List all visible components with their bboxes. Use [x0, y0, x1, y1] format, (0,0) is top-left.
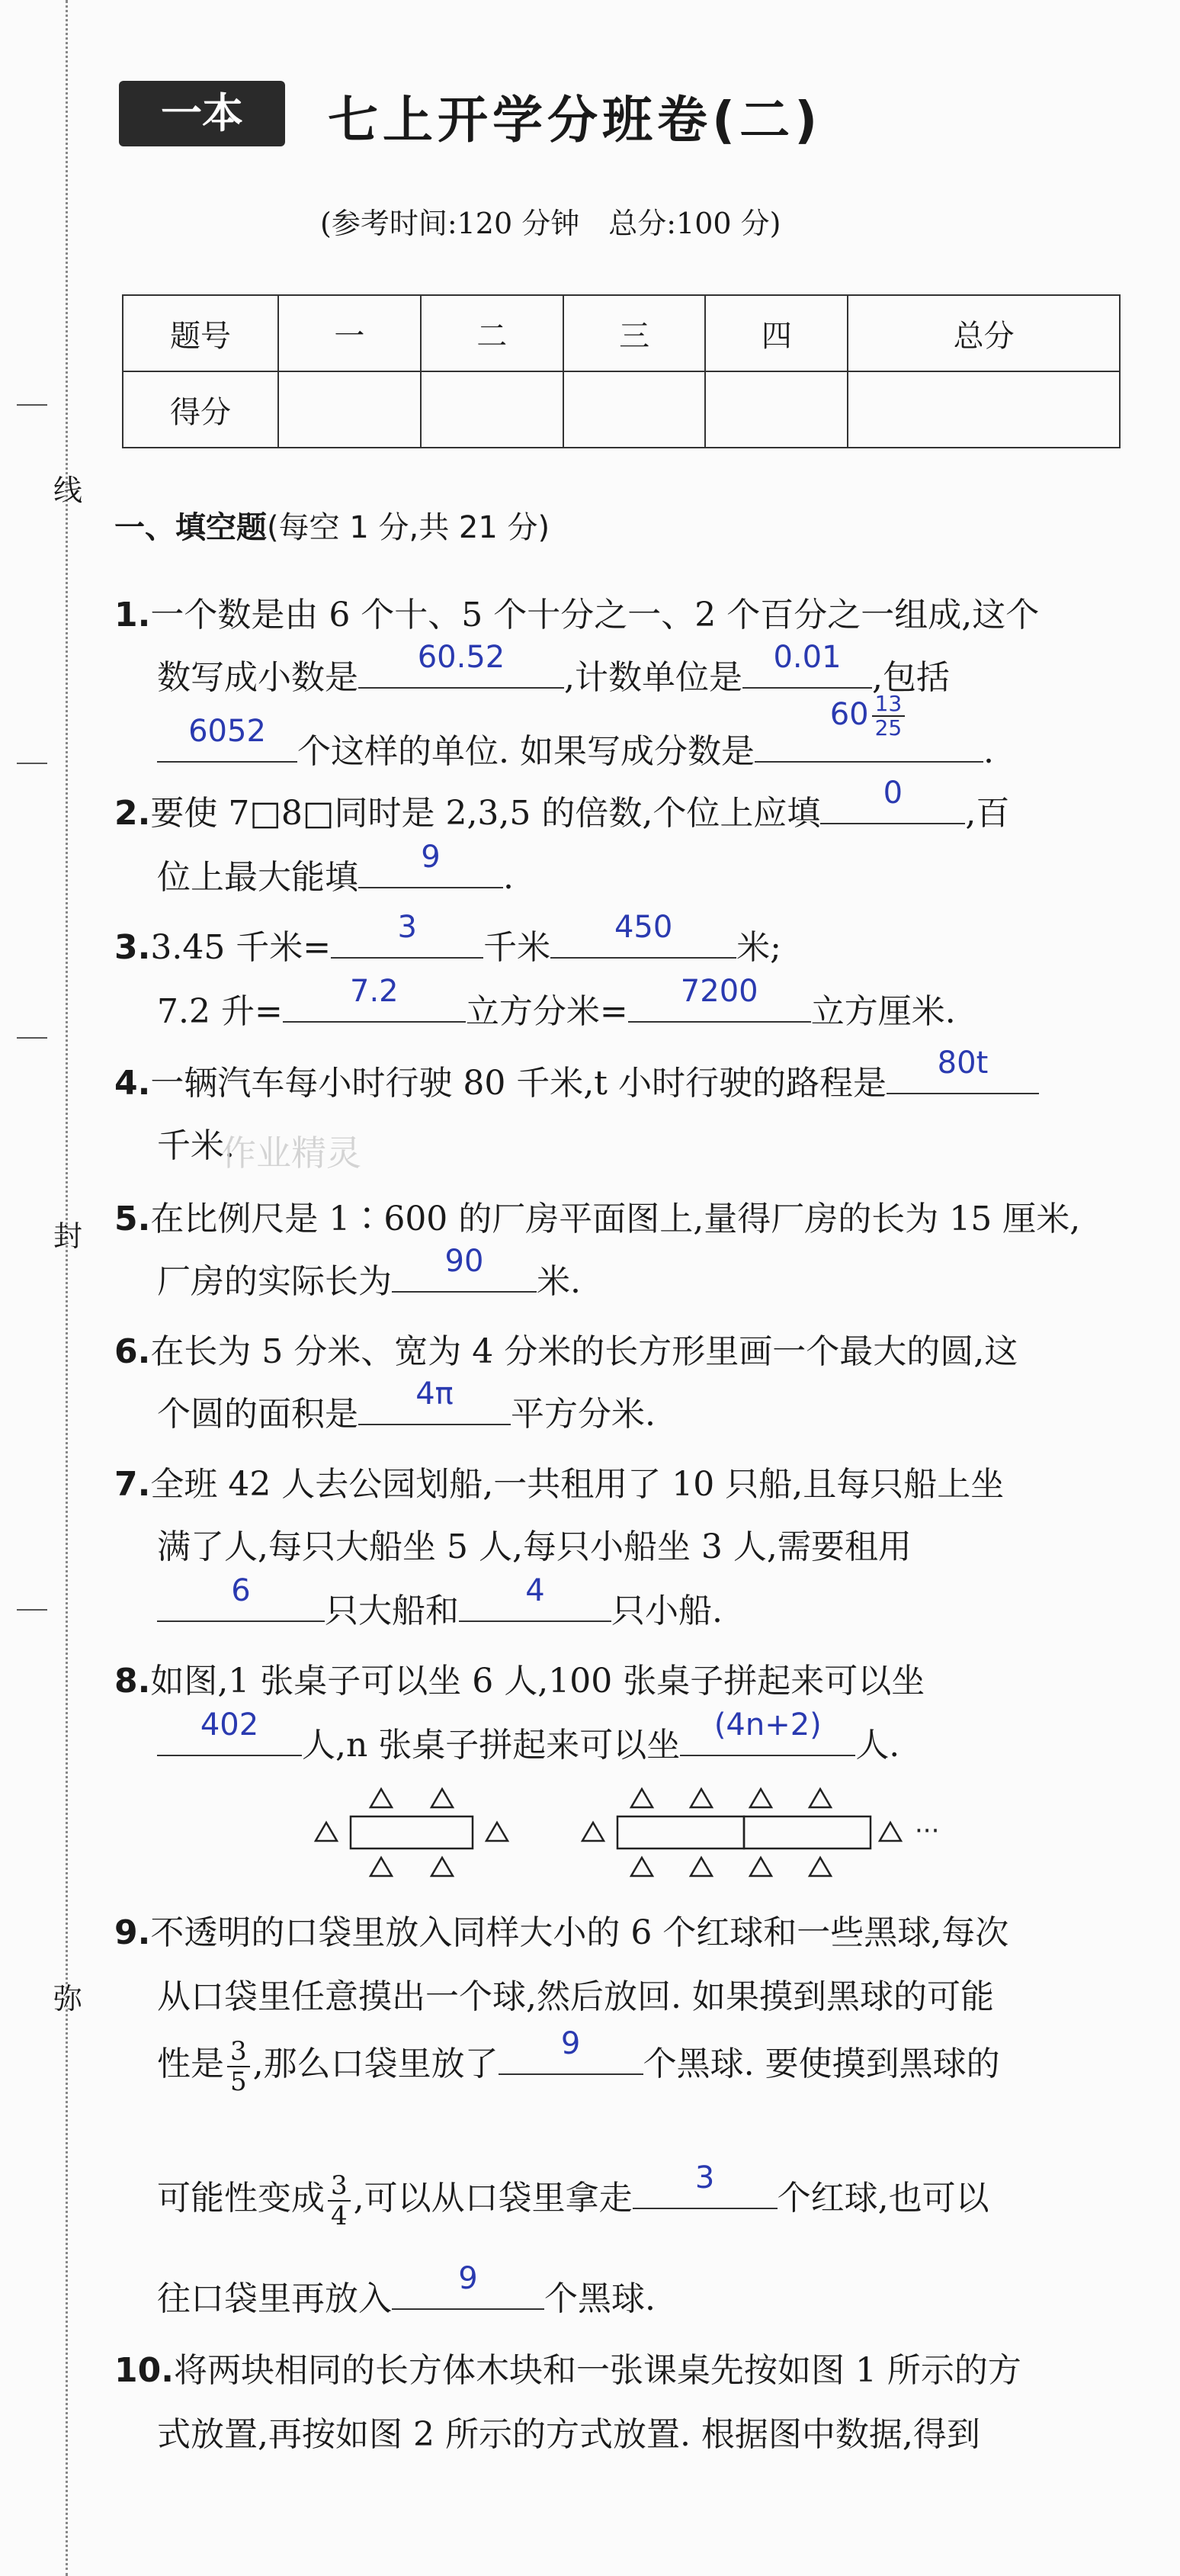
- seat-triangle: [370, 1858, 392, 1876]
- q7-text: 只小船.: [611, 1592, 723, 1630]
- answer-text: 9: [458, 2261, 478, 2296]
- answer-text: 9: [421, 840, 441, 875]
- section-heading: [114, 503, 550, 547]
- seat-triangle: [880, 1823, 901, 1841]
- q5-text: 在比例尺是 1∶600 的厂房平面图上,量得厂房的长为 15 厘米,: [150, 1200, 1081, 1238]
- fraction: [227, 2037, 250, 2096]
- question-number: 5.: [114, 1200, 151, 1238]
- score-cell[interactable]: [421, 371, 563, 448]
- q7-text: 全班 42 人去公园划船,一共租用了 10 只船,且每只船上坐: [150, 1465, 1005, 1504]
- answer-blank[interactable]: [331, 910, 483, 959]
- q1-line-1: [114, 587, 1039, 636]
- question-number: 6.: [114, 1332, 151, 1371]
- q9-line-3: [157, 2026, 1000, 2097]
- fraction-denominator: 4: [331, 2200, 348, 2231]
- q9-line-2: [157, 1969, 994, 2018]
- seat-triangle: [631, 1789, 653, 1807]
- answer-text: (4n+2): [713, 1707, 822, 1742]
- q10-line-1: [114, 2343, 1021, 2391]
- exam-info: (参考时间:120 分钟 总分:100 分): [320, 207, 781, 240]
- q5-line-1: [114, 1191, 1080, 1240]
- answer-blank[interactable]: [820, 776, 965, 824]
- answer-text: 450: [614, 910, 673, 945]
- q9-line-1: [114, 1905, 1008, 1954]
- q7-line-3: [157, 1573, 723, 1632]
- answer-blank[interactable]: [358, 1376, 511, 1425]
- q9-line-5: [157, 2261, 656, 2320]
- answer-whole: 60: [829, 697, 869, 732]
- answer-text: 6: [231, 1573, 251, 1608]
- answer-text: 3: [694, 2160, 715, 2195]
- score-table-row: [123, 371, 1120, 448]
- answer-fraction: [872, 692, 906, 740]
- question-number: 10.: [114, 2351, 174, 2390]
- answer-text: 90: [444, 1244, 484, 1279]
- score-header-cell: 题号: [123, 295, 278, 371]
- q3-text: 3.45 千米=: [150, 928, 332, 967]
- fraction-numerator: 3: [328, 2171, 351, 2202]
- answer-blank[interactable]: [392, 1244, 537, 1293]
- q8-text: 如图,1 张桌子可以坐 6 人,100 张桌子拼起来可以坐: [150, 1662, 925, 1701]
- q2-text: .: [503, 858, 514, 897]
- seat-triangle: [810, 1789, 831, 1807]
- margin-char-mi: 弥: [53, 1982, 83, 2016]
- question-number: 1.: [114, 596, 151, 634]
- q4-line-1: [114, 1045, 1039, 1104]
- question-number: 8.: [114, 1662, 151, 1701]
- q1-text: .: [983, 732, 994, 771]
- q10-text: 式放置,再按如图 2 所示的方式放置. 根据图中数据,得到: [157, 2415, 980, 2454]
- q1-text: 一个数是由 6 个十、5 个十分之一、2 个百分之一组成,这个: [150, 596, 1040, 634]
- answer-blank[interactable]: [499, 2026, 643, 2075]
- q6-text: 个圆的面积是: [157, 1395, 358, 1434]
- fraction-numerator: 3: [227, 2037, 250, 2067]
- answer-text: 80t: [937, 1045, 989, 1081]
- q9-text: 不透明的口袋里放入同样大小的 6 个红球和一些黑球,每次: [150, 1913, 1009, 1952]
- q2-text: 要使 7□8□同时是 2,3,5 的倍数,个位上应填: [150, 794, 821, 833]
- answer-text: 6052: [188, 714, 266, 749]
- score-cell[interactable]: [563, 371, 706, 448]
- brand-logo: 一本: [119, 81, 285, 146]
- seat-triangle: [582, 1823, 604, 1841]
- q5-text: 厂房的实际长为: [157, 1262, 392, 1301]
- question-number: 3.: [114, 928, 151, 967]
- q3-text: 7.2 升=: [157, 992, 283, 1031]
- page-title: 七上开学分班卷(二): [328, 91, 822, 149]
- seat-triangle: [750, 1789, 771, 1807]
- q6-text: 在长为 5 分米、宽为 4 分米的长方形里画一个最大的圆,这: [150, 1332, 1018, 1371]
- fraction-denominator: 5: [230, 2066, 247, 2097]
- answer-text: 4: [525, 1573, 545, 1608]
- q10-line-2: [157, 2407, 980, 2456]
- answer-mixed-number: [755, 692, 983, 740]
- answer-blank[interactable]: [358, 640, 564, 689]
- seat-triangle: [691, 1858, 712, 1876]
- q3-line-2: [157, 974, 956, 1033]
- answer-text: 7200: [680, 974, 758, 1009]
- answer-blank[interactable]: [633, 2160, 778, 2209]
- q9-text: 可能性变成: [157, 2179, 325, 2218]
- margin-rule: [17, 1037, 47, 1039]
- table-rect: [351, 1816, 473, 1848]
- q3-line-1: [114, 910, 781, 968]
- q9-text: 往口袋里再放入: [157, 2279, 392, 2318]
- q7-text: 只大船和: [325, 1592, 459, 1630]
- q7-text: 满了人,每只大船坐 5 人,每只小船坐 3 人,需要租用: [157, 1527, 912, 1566]
- answer-text: 7.2: [350, 974, 399, 1009]
- q6-text: 平方分米.: [511, 1395, 656, 1434]
- q9-text: ,那么口袋里放了: [252, 2044, 499, 2083]
- q3-text: 米;: [736, 928, 781, 967]
- q7-line-1: [114, 1457, 1004, 1505]
- table-rect: [744, 1816, 871, 1848]
- q9-text: 个黑球. 要使摸到黑球的: [643, 2044, 1000, 2083]
- q10-text: 将两块相同的长方体木块和一张课桌先按如图 1 所示的方: [173, 2351, 1021, 2390]
- seat-triangle: [316, 1823, 337, 1841]
- q9-text: ,可以从口袋里拿走: [353, 2179, 633, 2218]
- answer-text: 4π: [415, 1376, 454, 1412]
- seat-triangle: [750, 1858, 771, 1876]
- section-title: 一、填空题: [114, 510, 267, 545]
- q4-text: 千米.: [157, 1126, 235, 1165]
- seat-triangle: [370, 1789, 392, 1807]
- margin-rule: [17, 763, 47, 764]
- answer-blank[interactable]: [157, 714, 297, 763]
- q1-line-2: [157, 640, 950, 699]
- q8-text: 人.: [855, 1726, 900, 1765]
- q2-line-2: [157, 840, 514, 898]
- answer-text: 3: [397, 910, 417, 945]
- score-header-cell: 一: [278, 295, 421, 371]
- q1-line-3: [157, 691, 994, 772]
- seat-triangle: [810, 1858, 831, 1876]
- q6-line-2: [157, 1376, 656, 1435]
- seat-triangle: [691, 1789, 712, 1807]
- fraction-denominator: 25: [874, 715, 903, 740]
- q1-text: ,计数单位是: [564, 658, 742, 697]
- answer-text: 0: [883, 776, 903, 811]
- score-header-cell: 三: [563, 295, 706, 371]
- answer-text: 402: [200, 1707, 259, 1742]
- q5-line-2: [157, 1244, 581, 1302]
- q1-text: 个这样的单位. 如果写成分数是: [297, 732, 755, 771]
- answer-blank[interactable]: [157, 1707, 302, 1756]
- q3-text: 千米: [483, 928, 551, 967]
- fraction-numerator: 13: [872, 692, 906, 717]
- table-seating-figure: [305, 1777, 960, 1884]
- score-table-header-row: [123, 295, 1120, 371]
- question-number: 9.: [114, 1913, 151, 1952]
- answer-blank[interactable]: [459, 1573, 611, 1622]
- answer-blank[interactable]: [887, 1045, 1039, 1094]
- q8-line-2: [157, 1707, 900, 1766]
- q5-text: 米.: [537, 1262, 581, 1301]
- q3-text: 立方分米=: [465, 992, 628, 1031]
- margin-rule: [17, 1609, 47, 1611]
- answer-blank[interactable]: [283, 974, 466, 1023]
- seat-triangle: [631, 1858, 653, 1876]
- seat-triangle: [431, 1789, 453, 1807]
- q8-line-1: [114, 1653, 925, 1702]
- q1-text: 数写成小数是: [157, 658, 358, 697]
- q2-text: ,百: [965, 794, 1010, 833]
- ellipsis: ···: [915, 1816, 940, 1846]
- answer-blank[interactable]: [742, 640, 872, 689]
- table-rect: [617, 1816, 744, 1848]
- seat-triangle: [431, 1858, 453, 1876]
- q9-line-4: [157, 2160, 989, 2231]
- answer-blank[interactable]: [392, 2261, 544, 2310]
- score-row-label: 得分: [123, 371, 278, 448]
- q8-text: 人,n 张桌子拼起来可以坐: [302, 1726, 681, 1765]
- score-header-cell: 总分: [848, 295, 1120, 371]
- q9-text: 个黑球.: [544, 2279, 656, 2318]
- score-cell[interactable]: [278, 371, 421, 448]
- q9-text: 个红球,也可以: [777, 2179, 989, 2218]
- answer-text: 0.01: [773, 640, 842, 675]
- answer-blank[interactable]: [358, 840, 503, 888]
- answer-text: 60.52: [417, 640, 505, 675]
- fraction: [328, 2171, 351, 2231]
- section-note: (每空 1 分,共 21 分): [267, 510, 550, 545]
- score-header-cell: 四: [705, 295, 848, 371]
- score-header-cell: 二: [421, 295, 563, 371]
- answer-blank[interactable]: [755, 691, 983, 763]
- question-number: 2.: [114, 794, 151, 833]
- margin-char-feng: 封: [53, 1219, 83, 1253]
- answer-blank[interactable]: [680, 1707, 855, 1756]
- margin-rule: [17, 404, 47, 406]
- q2-text: 位上最大能填: [157, 858, 358, 897]
- answer-text: 9: [560, 2026, 581, 2061]
- watermark: 作业精灵: [221, 1132, 361, 1174]
- q4-text: 一辆汽车每小时行驶 80 千米,t 小时行驶的路程是: [150, 1064, 887, 1103]
- margin-char-xian: 线: [53, 474, 83, 507]
- answer-blank[interactable]: [550, 910, 736, 959]
- q1-text: ,包括: [872, 658, 950, 697]
- q9-text: 从口袋里任意摸出一个球,然后放回. 如果摸到黑球的可能: [157, 1977, 994, 2016]
- question-number: 4.: [114, 1064, 151, 1103]
- answer-blank[interactable]: [157, 1573, 325, 1622]
- q6-line-1: [114, 1324, 1018, 1373]
- score-cell[interactable]: [848, 371, 1120, 448]
- q7-line-2: [157, 1519, 912, 1568]
- q3-text: 立方厘米.: [810, 992, 956, 1031]
- score-cell[interactable]: [705, 371, 848, 448]
- question-number: 7.: [114, 1465, 151, 1504]
- answer-blank[interactable]: [628, 974, 811, 1023]
- q2-line-1: [114, 776, 1010, 834]
- q9-text: 性是: [157, 2044, 224, 2083]
- seat-triangle: [486, 1823, 508, 1841]
- binding-dotted-line: [66, 0, 68, 2576]
- score-table: [122, 294, 1121, 448]
